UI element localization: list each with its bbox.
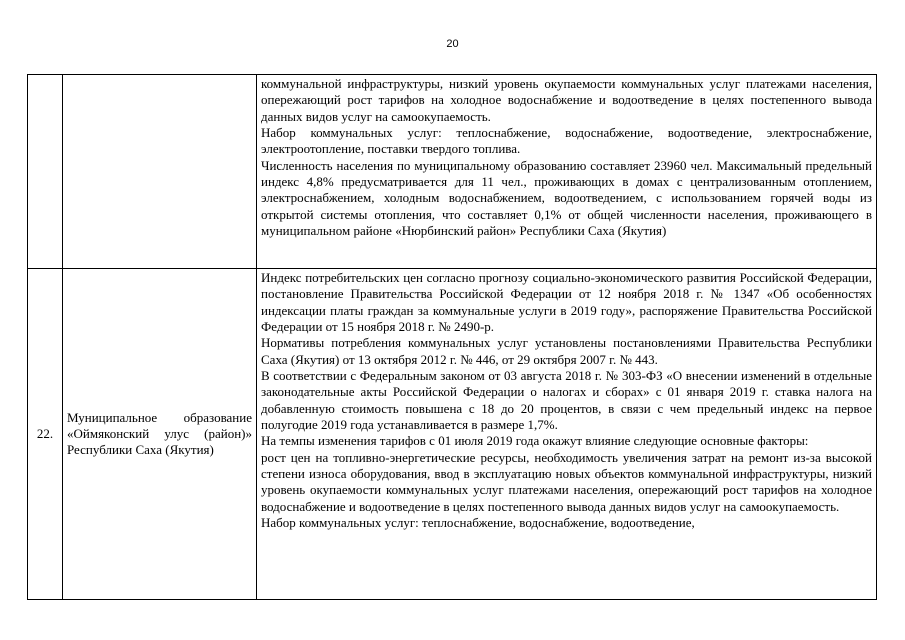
row-number-cell [28, 75, 63, 269]
paragraph: Нормативы потребления коммунальных услуг установлены постановлениями Правительства Республики Саха (Якутия) от 13 октября 2012 г. № 446, от 29 октября 2007 г. № 443. [261, 335, 872, 367]
table-row [28, 269, 877, 600]
paragraph: В соответствии с Федеральным законом от 03 августа 2018 г. № 303-ФЗ «О внесении изменений в отдельные законодательные акты Российской Федерации о налогах и сборах» с 01 января 2019 г. ставка налога на добавленную стоимость повышена с 18 до 20 процентов, в связи с чем предельный индекс на первое полугодие 2019 года устанавливается в размере 1,7%. [261, 368, 872, 433]
paragraph: рост цен на топливно-энергетические ресурсы, необходимость увеличения затрат на ремонт из-за высокой степени износа оборудования, ввод в эксплуатацию новых объектов коммунальной инфраструктуры, низкий уровень окупаемости коммунальных услуг платежами населения, опережающий рост тарифов на холодное водоснабжение и водоотведение в целях постепенного вывода данных видов услуг на самоокупаемость. [261, 449, 872, 514]
municipality-name-cell [63, 269, 257, 600]
paragraph: Индекс потребительских цен согласно прогнозу социально-экономического развития Российской Федерации, постановление Правительства Российской Федерации от 12 ноября 2018 г. № 1347 «Об особенностях индексации платы граждан за коммунальные услуги в 2019 году», распоряжение Правительства Российской Федерации от 15 ноября 2018 г. № 2490-р. [261, 270, 872, 335]
page-number: 20 [446, 38, 459, 50]
description-cell [257, 75, 877, 269]
description-cell [257, 269, 877, 600]
paragraph: коммунальной инфраструктуры, низкий уровень окупаемости коммунальных услуг платежами населения, опережающий рост тарифов на холодное водоснабжение и водоотведение в целях постепенного вывода данных видов услуг на самоокупаемость. [261, 76, 872, 124]
paragraph: Численность населения по муниципальному образованию составляет 23960 чел. Максимальный предельный индекс 4,8% предусматривается для 11 чел., проживающих в домах с централизованным отоплением, электроснабжением, холодным водоснабжением, водоотведением, с использованием горячей воды из открытой системы отопления, что составляет 0,1% от общей численности населения, проживающего в муниципальном районе «Нюрбинский район» Республики Саха (Якутия) [261, 157, 872, 239]
municipal-tariff-table [27, 74, 877, 600]
municipality-name-cell [63, 75, 257, 269]
paragraph: Набор коммунальных услуг: теплоснабжение, водоснабжение, водоотведение, электроснабжение, электроотопление, поставки твердого топлива. [261, 125, 872, 157]
table-row [28, 75, 877, 269]
paragraph: На темпы изменения тарифов с 01 июля 2019 года окажут влияние следующие основные факторы: [261, 433, 809, 449]
municipality-name: Муниципальное образование «Оймяконский улус (район)» Республики Саха (Якутия) [67, 410, 252, 457]
paragraph: Набор коммунальных услуг: теплоснабжение, водоснабжение, водоотведение, [261, 515, 695, 531]
row-number-cell: 22. [28, 269, 63, 600]
